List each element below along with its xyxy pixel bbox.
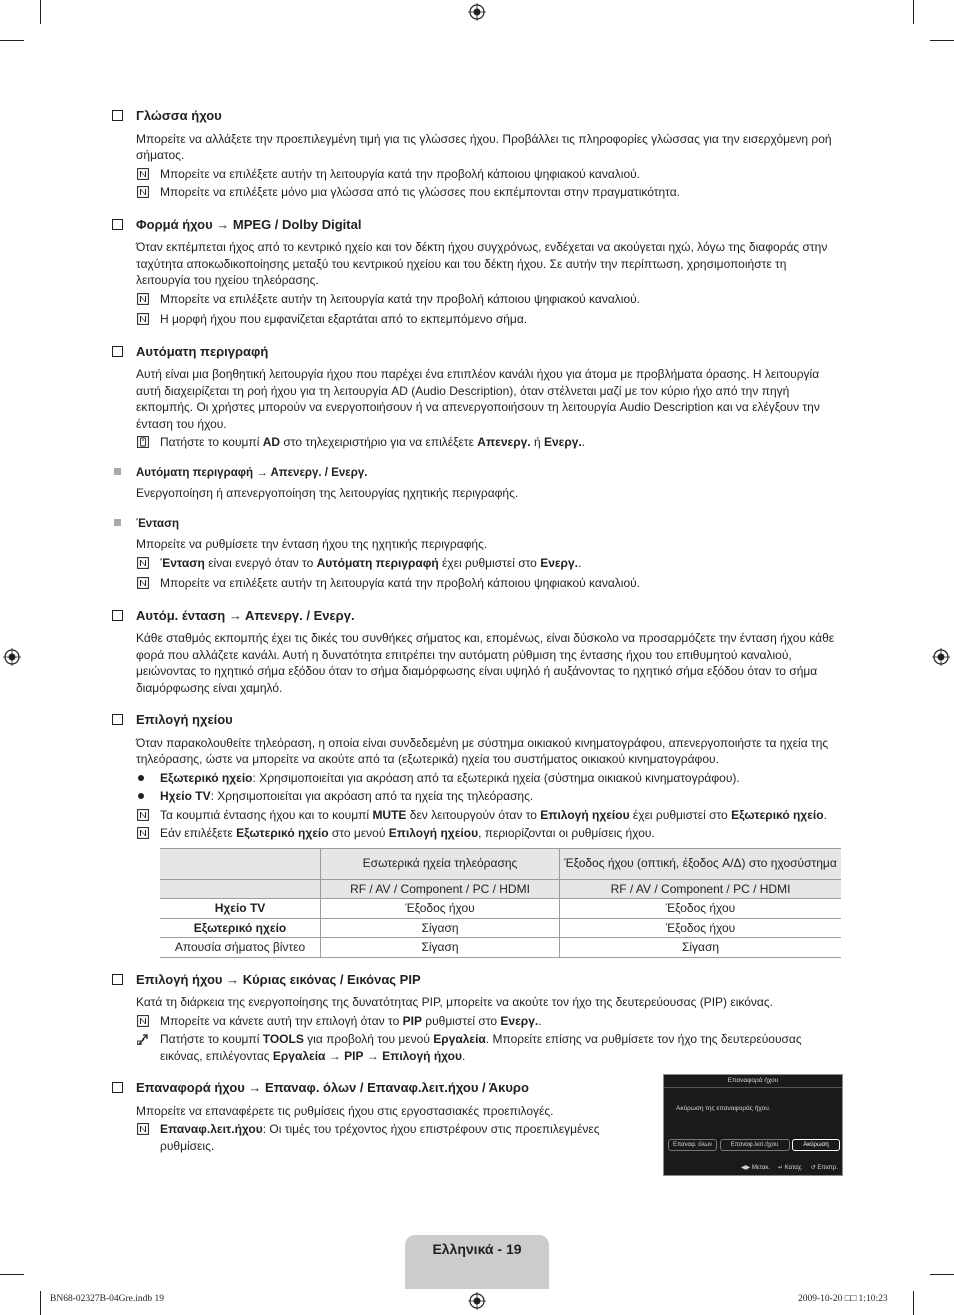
paragraph: Μπορείτε να αλλάξετε την προεπιλεγμένη τιμή για τις γλώσσες ήχου. Προβάλλει τις πληροφορίες γλώσσας για την εισερχόμενη ροή σήματος. <box>136 131 832 162</box>
note: Μπορείτε να επιλέξετε αυτήν τη λειτουργία κατά την προβολή κάποιου ψηφιακού καναλιού. <box>112 291 842 308</box>
main-content <box>112 108 842 1156</box>
table-cell: Έξοδος ήχου <box>321 899 560 919</box>
section-sound-reset: Επαναφορά ήχου → Επαναφ. όλων / Επαναφ.λειτ.ήχου / Άκυρο <box>112 1080 842 1097</box>
paragraph: Αυτή είναι μια βοηθητική λειτουργία ήχου που παρέχει ένα επιπλέον κανάλι ήχου για άτομα με προβλήματα όρασης. Η λειτουργία αυτή διαχειρίζεται τη ροή ήχου για τη λειτουργία AD (Audio Description), όταν στέλνεται μαζί με τον κύριο ήχο από την πηγή εκπομπής. Οι χρήστες μπορούν να ενεργοποιήσουν ή να απενεργοποιήσουν τη λειτουργία Audio Description και να ελέγξουν την ένταση του ήχου. <box>136 367 820 431</box>
note: Η μορφή ήχου που εμφανίζεται εξαρτάται από το εκπεμπόμενο σήμα. <box>112 311 842 328</box>
registration-mark-icon <box>468 1292 486 1310</box>
table-cell: RF / AV / Component / PC / HDMI <box>560 879 842 899</box>
crop-mark <box>930 40 954 41</box>
note: Μπορείτε να επιλέξετε μόνο μια γλώσσα από τις γλώσσες που εκπέμπονται στην πραγματικότητα. <box>112 184 842 201</box>
table-row <box>160 938 841 958</box>
section-sound-select: Επιλογή ήχου → Κύριας εικόνας / Εικόνας PIP <box>112 972 842 989</box>
note-icon <box>137 557 149 569</box>
note-icon <box>137 293 149 305</box>
footer-timestamp: 2009-10-20 □□ 1:10:23 <box>798 1294 888 1304</box>
help-enter: ↵ Καταχ. <box>777 1165 803 1171</box>
note: Πατήστε το κουμπί AD στο τηλεχειριστήριο για να επιλέξετε Απενεργ. ή Ενεργ.. <box>112 434 842 451</box>
note-icon <box>137 1015 149 1027</box>
list-item: Ηχείο TV: Χρησιμοποιείται για ακρόαση από τα ηχεία της τηλεόρασης. <box>112 788 842 805</box>
note: Εάν επιλέξετε Εξωτερικό ηχείο στο μενού Επιλογή ηχείου, περιορίζονται οι ρυθμίσεις ήχου. <box>112 825 842 842</box>
note-icon <box>137 577 149 589</box>
tools-icon <box>137 1033 149 1045</box>
note-icon <box>137 809 149 821</box>
table-cell: Εσωτερικά ηχεία τηλεόρασης <box>321 848 560 879</box>
subsection-volume: Ένταση <box>112 516 842 533</box>
crop-mark <box>913 0 914 24</box>
reset-all-button[interactable]: Επαναφ. όλων <box>668 1139 717 1151</box>
table-cell: Σίγαση <box>321 938 560 958</box>
osd-buttons <box>668 1139 840 1151</box>
checkbox-bullet-icon <box>112 110 123 121</box>
crop-mark <box>930 1274 954 1275</box>
note: Πατήστε το κουμπί TOOLS για προβολή του μενού Εργαλεία. Μπορείτε επίσης να ρυθμίσετε τον ήχο της δευτερεύουσας εικόνας, επιλέγοντας Εργαλεία → PIP → Επιλογή ήχου. <box>112 1031 842 1064</box>
paragraph: Κατά τη διάρκεια της ενεργοποίησης της δυνατότητας PIP, μπορείτε να ακούτε τον ήχο της δευτερεύουσας (PIP) εικόνας. <box>136 995 773 1009</box>
bullet-icon <box>138 793 144 799</box>
note-icon <box>137 186 149 198</box>
paragraph: Κάθε σταθμός εκπομπής έχει τις δικές του συνθήκες σήματος και, επομένως, είναι δύσκολο να προσαρμόζετε την ένταση ήχου κάθε φορά που αλλάζετε κανάλι. Αυτή η δυνατότητα επιτρέπει την αυτόματη ρύθμιση της έντασης ήχου του επιθυμητού καναλιού, μειώνοντας το ηχητικό σήμα εξόδου όταν το σήμα διαμόρφωσης είναι υψηλό ή αυξάνοντας το ηχητικό σήμα εξόδου όταν το σήμα διαμόρφωσης είναι χαμηλό. <box>136 631 835 695</box>
section-audio-description: Αυτόματη περιγραφή <box>112 344 842 361</box>
table-row <box>160 899 841 919</box>
note: Τα κουμπιά έντασης ήχου και το κουμπί MUTE δεν λειτουργούν όταν το Επιλογή ηχείου έχει ρυθμιστεί στο Εξωτερικό ηχείο. <box>112 807 842 824</box>
crop-mark <box>913 1291 914 1315</box>
registration-mark-icon <box>932 648 950 666</box>
help-move: ◀▶ Μετακ. <box>740 1165 770 1171</box>
osd-message: Ακύρωση της επαναφοράς ήχου. <box>676 1105 771 1112</box>
note-icon <box>137 168 149 180</box>
crop-mark <box>0 1274 24 1275</box>
table-cell <box>160 848 321 879</box>
table-cell: Εξωτερικό ηχείο <box>160 918 321 938</box>
square-bullet-icon <box>114 468 121 475</box>
table-cell: RF / AV / Component / PC / HDMI <box>321 879 560 899</box>
checkbox-bullet-icon <box>112 219 123 230</box>
section-auto-volume: Αυτόμ. ένταση → Απενεργ. / Ενεργ. <box>112 608 842 625</box>
speaker-output-table <box>160 848 841 958</box>
note-icon <box>137 1123 149 1135</box>
reset-sound-mode-button[interactable]: Επαναφ.λειτ.ήχου <box>720 1139 790 1151</box>
note: Επαναφ.λειτ.ήχου: Οι τιμές του τρέχοντος ήχου επιστρέφουν στις προεπιλεγμένες ρυθμίσεις. <box>112 1121 610 1154</box>
table-cell <box>160 879 321 899</box>
list-item: Εξωτερικό ηχείο: Χρησιμοποιείται για ακρόαση από τα εξωτερικά ηχεία (σύστημα οικιακού κινηματογράφου). <box>112 770 842 787</box>
checkbox-bullet-icon <box>112 1082 123 1093</box>
paragraph: Όταν εκπέμπεται ήχος από το κεντρικό ηχείο και τον δέκτη ήχου συγχρόνως, ενδέχεται να ακούγεται ηχώ, λόγω της διαφοράς στην ταχύτητα αποκωδικοποίησης μεταξύ του κεντρικού ηχείου και του δέκτη ήχου. Σε αυτήν την περίπτωση, χρησιμοποιήστε τη λειτουργία του ηχείου τηλεόρασης. <box>136 240 828 287</box>
osd-help-bar <box>741 1164 838 1171</box>
sound-reset-osd <box>663 1074 843 1176</box>
note: Μπορείτε να κάνετε αυτή την επιλογή όταν το PIP ρυθμιστεί στο Ενεργ.. <box>112 1013 842 1030</box>
osd-title: Επαναφορά ήχου <box>664 1075 842 1088</box>
checkbox-bullet-icon <box>112 714 123 725</box>
paragraph: Μπορείτε να ρυθμίσετε την ένταση ήχου της ηχητικής περιγραφής. <box>136 537 488 551</box>
table-header-row <box>160 848 841 879</box>
bullet-icon <box>138 775 144 781</box>
cancel-button[interactable]: Ακύρωση <box>792 1139 840 1151</box>
enter-icon: ↵ <box>777 1165 784 1171</box>
return-icon: ↺ <box>810 1165 816 1171</box>
paragraph: Μπορείτε να επαναφέρετε τις ρυθμίσεις ήχου στις εργοστασιακές προεπιλογές. <box>136 1103 554 1118</box>
note: Ένταση είναι ενεργό όταν το Αυτόματη περιγραφή έχει ρυθμιστεί στο Ενεργ.. <box>112 555 842 572</box>
page-number-tab <box>405 1235 549 1289</box>
section-audio-format: Φορμά ήχου → MPEG / Dolby Digital <box>112 217 842 234</box>
table-cell: Σίγαση <box>560 938 842 958</box>
page-number: Ελληνικά - 19 <box>432 1241 522 1257</box>
square-bullet-icon <box>114 519 121 526</box>
table-cell: Έξοδος ήχου <box>560 918 842 938</box>
checkbox-bullet-icon <box>112 610 123 621</box>
help-return: ↺ Επιστρ. <box>810 1165 838 1171</box>
note-icon <box>137 313 149 325</box>
checkbox-bullet-icon <box>112 974 123 985</box>
table-header-row <box>160 879 841 899</box>
paragraph: Ενεργοποίηση ή απενεργοποίηση της λειτουργίας ηχητικής περιγραφής. <box>136 486 519 500</box>
remote-icon <box>137 436 149 448</box>
paragraph: Όταν παρακολουθείτε τηλεόραση, η οποία είναι συνδεδεμένη με σύστημα οικιακού κινηματογράφου, απενεργοποιήστε τα ηχεία της τηλεόρασης, ώστε να μπορείτε να ακούτε από τα (εξωτερικά) ηχεία του συστήματος οικιακού κινηματογράφου. <box>136 735 829 766</box>
registration-mark-icon <box>3 648 21 666</box>
checkbox-bullet-icon <box>112 346 123 357</box>
registration-mark-icon <box>468 3 486 21</box>
subsection-ad-toggle: Αυτόματη περιγραφή → Απενεργ. / Ενεργ. <box>112 465 842 482</box>
move-arrows-icon: ◀▶ <box>740 1165 751 1171</box>
note-icon <box>137 827 149 839</box>
table-cell: Ηχείο TV <box>160 899 321 919</box>
crop-mark <box>40 0 41 24</box>
note: Μπορείτε να επιλέξετε αυτήν τη λειτουργία κατά την προβολή κάποιου ψηφιακού καναλιού. <box>112 166 842 183</box>
table-cell: Απουσία σήματος βίντεο <box>160 938 321 958</box>
table-row <box>160 918 841 938</box>
section-audio-language: Γλώσσα ήχου <box>112 108 842 125</box>
footer-file-info: BN68-02327B-04Gre.indb 19 <box>50 1294 164 1304</box>
crop-mark <box>40 1291 41 1315</box>
table-cell: Έξοδος ήχου <box>560 899 842 919</box>
table-cell: Σίγαση <box>321 918 560 938</box>
note: Μπορείτε να επιλέξετε αυτήν τη λειτουργία κατά την προβολή κάποιου ψηφιακού καναλιού. <box>112 575 842 592</box>
section-speaker-select: Επιλογή ηχείου <box>112 712 842 729</box>
table-cell: Έξοδος ήχου (οπτική, έξοδος A/Δ) στο ηχοσύστημα <box>560 848 842 879</box>
crop-mark <box>0 40 24 41</box>
